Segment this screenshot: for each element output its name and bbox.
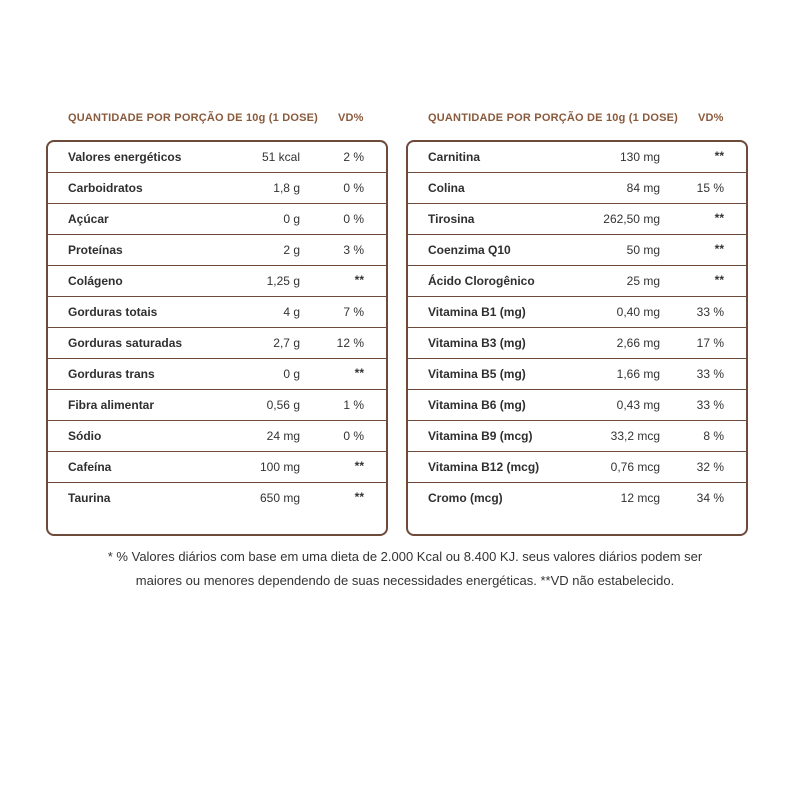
nutrient-amount: 12 mcg (620, 491, 660, 505)
nutrient-vd: ** (714, 242, 724, 256)
nutrient-amount: 130 mg (619, 150, 660, 164)
nutrient-amount: 51 kcal (261, 150, 300, 164)
nutrient-vd: 0 % (343, 181, 364, 195)
nutrient-amount: 2 g (283, 243, 300, 257)
table-row (48, 142, 386, 173)
nutrient-name: Fibra alimentar (68, 398, 155, 412)
nutrient-amount: 2,66 mg (616, 336, 660, 350)
nutrient-name: Gorduras trans (68, 367, 155, 381)
nutrient-vd: ** (354, 459, 364, 473)
table-box (406, 140, 748, 536)
table-row (48, 235, 386, 266)
nutrient-vd: 0 % (343, 429, 364, 443)
nutrient-amount: 24 mg (266, 429, 300, 443)
nutrient-name: Colágeno (68, 274, 123, 288)
nutrient-name: Taurina (68, 491, 111, 505)
nutrient-name: Cromo (mcg) (428, 491, 503, 505)
table-row (408, 328, 746, 359)
table-row (48, 483, 386, 513)
nutrient-amount: 1,8 g (273, 181, 300, 195)
vd-header: VD% (338, 112, 364, 124)
nutrient-name: Açúcar (68, 212, 109, 226)
table-row (408, 297, 746, 328)
table-row (48, 390, 386, 421)
nutrient-vd: 1 % (343, 398, 364, 412)
nutrient-name: Vitamina B6 (mg) (428, 398, 526, 412)
nutrient-name: Cafeína (68, 460, 112, 474)
footnote-line-2: maiores ou menores dependendo de suas necessidades energéticas. **VD não estabelecido. (135, 573, 675, 588)
table-row (408, 359, 746, 390)
table-row (48, 297, 386, 328)
nutrient-amount: 33,2 mcg (610, 429, 660, 443)
nutrient-amount: 262,50 mg (603, 212, 660, 226)
nutrient-amount: 1,25 g (266, 274, 300, 288)
nutrient-amount: 4 g (283, 305, 300, 319)
nutrient-amount: 0,56 g (266, 398, 300, 412)
nutrient-amount: 0,76 mcg (610, 460, 660, 474)
nutrient-amount: 0,43 mg (616, 398, 660, 412)
nutrient-name: Carnitina (428, 150, 481, 164)
nutrient-name: Vitamina B1 (mg) (428, 305, 526, 319)
nutrient-name: Vitamina B3 (mg) (428, 336, 526, 350)
nutrient-name: Vitamina B5 (mg) (428, 367, 526, 381)
nutrient-name: Gorduras saturadas (68, 336, 183, 350)
nutrient-amount: 0 g (283, 212, 300, 226)
nutrient-name: Valores energéticos (68, 150, 182, 164)
table-header (406, 110, 748, 130)
nutrient-vd: 34 % (696, 491, 724, 505)
nutrient-name: Vitamina B9 (mcg) (428, 429, 533, 443)
nutrient-amount: 650 mg (259, 491, 300, 505)
nutrition-table-left (46, 110, 388, 505)
nutrient-name: Coenzima Q10 (428, 243, 511, 257)
nutrient-amount: 25 mg (626, 274, 660, 288)
nutrient-vd: ** (354, 490, 364, 504)
nutrient-name: Gorduras totais (68, 305, 158, 319)
table-row (408, 452, 746, 483)
nutrient-name: Colina (428, 181, 465, 195)
nutrient-vd: 15 % (696, 181, 724, 195)
table-row (408, 266, 746, 297)
table-box (46, 140, 388, 536)
nutrient-name: Tirosina (428, 212, 475, 226)
nutrient-vd: 33 % (696, 367, 724, 381)
table-row (48, 328, 386, 359)
footnote-line-1: * % Valores diários com base em uma dieta de 2.000 Kcal ou 8.400 KJ. seus valores diários podem ser (107, 549, 703, 564)
nutrient-vd: ** (714, 211, 724, 225)
nutrient-name: Carboidratos (68, 181, 143, 195)
nutrient-vd: ** (714, 149, 724, 163)
table-row (48, 359, 386, 390)
table-row (408, 421, 746, 452)
table-row (48, 266, 386, 297)
nutrient-vd: ** (354, 366, 364, 380)
nutrient-name: Vitamina B12 (mcg) (428, 460, 540, 474)
table-row (48, 421, 386, 452)
table-row (48, 173, 386, 204)
footnote (60, 545, 750, 593)
nutrient-name: Sódio (68, 429, 102, 443)
nutrient-vd: 7 % (343, 305, 364, 319)
nutrient-vd: 33 % (696, 305, 724, 319)
nutrient-amount: 2,7 g (273, 336, 300, 350)
nutrient-vd: ** (354, 273, 364, 287)
nutrient-name: Proteínas (68, 243, 123, 257)
nutrient-vd: 0 % (343, 212, 364, 226)
nutrient-amount: 50 mg (626, 243, 660, 257)
nutrient-vd: ** (714, 273, 724, 287)
nutrient-vd: 33 % (696, 398, 724, 412)
nutrient-vd: 8 % (703, 429, 724, 443)
table-row (408, 204, 746, 235)
nutrient-name: Ácido Clorogênico (428, 274, 535, 288)
nutrient-amount: 1,66 mg (616, 367, 660, 381)
table-row (408, 173, 746, 204)
table-row (48, 452, 386, 483)
table-row (48, 204, 386, 235)
nutrient-amount: 0,40 mg (616, 305, 660, 319)
table-row (408, 390, 746, 421)
nutrient-vd: 17 % (696, 336, 724, 350)
table-header (46, 110, 388, 130)
nutrition-table-right (406, 110, 748, 505)
table-row (408, 142, 746, 173)
nutrient-vd: 32 % (696, 460, 724, 474)
nutrient-vd: 3 % (343, 243, 364, 257)
serving-size-header: QUANTIDADE POR PORÇÃO DE 10g (1 DOSE) (68, 112, 319, 124)
nutrient-amount: 0 g (283, 367, 300, 381)
nutrient-vd: 12 % (336, 336, 364, 350)
nutrient-amount: 84 mg (626, 181, 660, 195)
table-row (408, 235, 746, 266)
serving-size-header: QUANTIDADE POR PORÇÃO DE 10g (1 DOSE) (428, 112, 679, 124)
vd-header: VD% (698, 112, 724, 124)
nutrient-amount: 100 mg (259, 460, 300, 474)
nutrient-vd: 2 % (343, 150, 364, 164)
table-row (408, 483, 746, 513)
